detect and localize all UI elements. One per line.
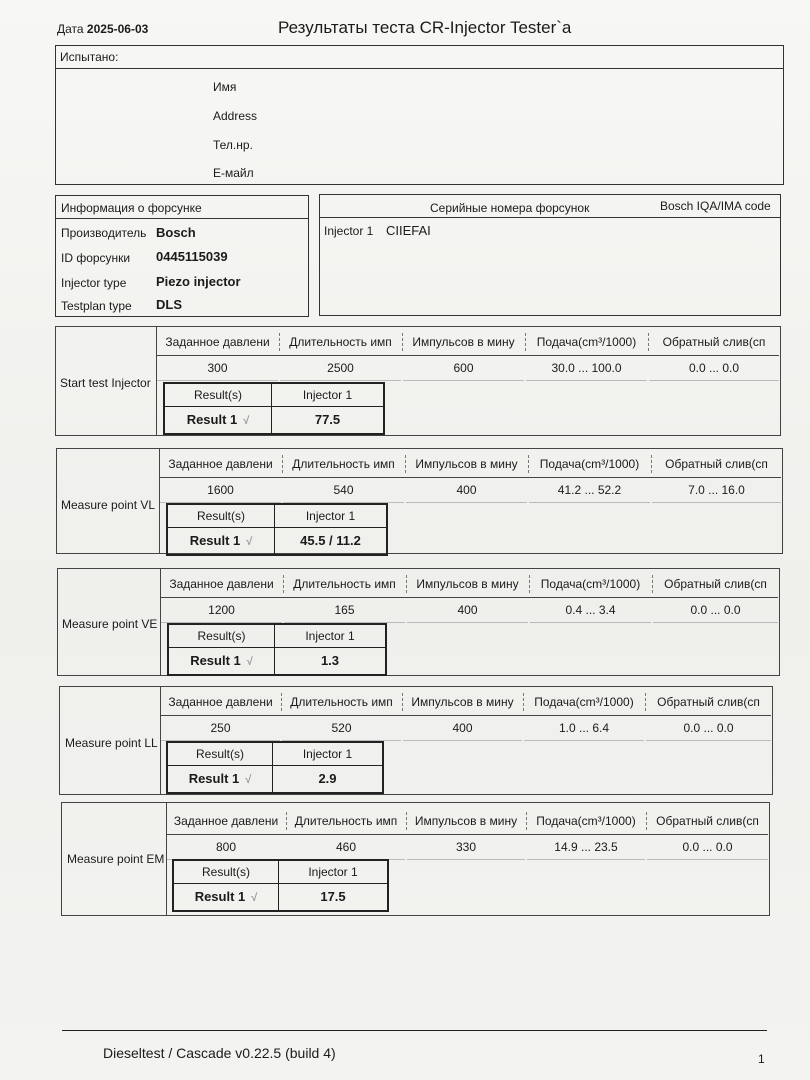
value-delivery: 41.2 ... 52.2 (529, 478, 650, 503)
col-pulse-duration: Длительность имп (292, 457, 395, 471)
value-pulses-per-min: 600 (403, 356, 524, 381)
injector-type-label: Injector type (61, 276, 127, 290)
page-number: 1 (758, 1052, 765, 1066)
col-pulse-duration: Длительность имп (294, 814, 398, 828)
column-headers (161, 689, 771, 716)
value-pressure: 250 (161, 716, 280, 741)
col-delivery: Подача(cm³/1000) (534, 695, 634, 709)
report-date: Дата 2025-06-03 (57, 22, 149, 36)
tested-heading: Испытано: (60, 50, 119, 64)
date-value: 2025-06-03 (86, 22, 149, 36)
column-headers (160, 451, 781, 478)
value-pressure: 300 (157, 356, 278, 381)
check-icon: √ (246, 656, 253, 668)
col-pulses-per-min: Импульсов в мину (416, 577, 519, 591)
col-pulse-duration: Длительность имп (290, 695, 393, 709)
section-name: Start test Injector (60, 376, 151, 390)
result-row-label: Result 1 √ (173, 883, 279, 911)
column-headers (157, 329, 779, 356)
col-delivery: Подача(cm³/1000) (539, 457, 640, 471)
section-name: Measure point VE (62, 617, 158, 631)
col-pulses-per-min: Импульсов в мину (411, 695, 514, 709)
injector-header: Injector 1 (278, 860, 388, 884)
value-pulse-duration: 165 (284, 598, 405, 623)
value-pulses-per-min: 400 (407, 598, 528, 623)
results-header: Result(s) (168, 624, 275, 648)
serial-injector-label: Injector 1 (324, 224, 374, 238)
value-row (161, 716, 771, 744)
col-return: Обратный слив(сп (657, 695, 760, 709)
col-return: Обратный слив(сп (656, 814, 759, 828)
check-icon: √ (251, 892, 258, 904)
col-pressure: Заданное давлени (168, 457, 273, 471)
serial-injector-code: CIIEFAI (386, 223, 431, 238)
col-delivery: Подача(cm³/1000) (536, 335, 637, 349)
check-icon: √ (243, 415, 250, 427)
value-delivery: 0.4 ... 3.4 (530, 598, 651, 623)
result-value: 45.5 / 11.2 (274, 527, 387, 555)
value-return: 0.0 ... 0.0 (649, 356, 779, 381)
value-delivery: 1.0 ... 6.4 (524, 716, 644, 741)
value-pulse-duration: 540 (283, 478, 404, 503)
phone-label: Тел.нр. (213, 138, 253, 152)
col-pulses-per-min: Импульсов в мину (414, 814, 518, 828)
footer-divider (62, 1030, 767, 1031)
value-pulse-duration: 520 (282, 716, 401, 741)
injector-info-heading: Информация о форсунке (61, 201, 202, 215)
col-pressure: Заданное давлени (168, 695, 273, 709)
col-pressure: Заданное давлени (165, 335, 270, 349)
value-return: 0.0 ... 0.0 (646, 716, 771, 741)
col-return: Обратный слив(сп (664, 577, 767, 591)
manufacturer-value: Bosch (156, 225, 196, 240)
test-section (55, 326, 781, 436)
result-table (163, 382, 385, 435)
section-name: Measure point EM (67, 852, 165, 866)
result-row-label: Result 1 √ (167, 527, 275, 555)
col-delivery: Подача(cm³/1000) (540, 577, 641, 591)
tested-block (55, 45, 784, 185)
value-pulses-per-min: 400 (403, 716, 522, 741)
col-pressure: Заданное давлени (169, 577, 274, 591)
results-header: Result(s) (167, 742, 273, 766)
value-row (160, 478, 781, 506)
section-name: Measure point VL (61, 498, 156, 512)
result-table (166, 741, 384, 794)
col-pulse-duration: Длительность имп (289, 335, 392, 349)
col-return: Обратный слив(сп (662, 335, 766, 349)
injector-id-value: 0445115039 (156, 249, 228, 264)
test-section (57, 568, 780, 676)
results-header: Result(s) (164, 383, 272, 407)
testplan-type-value: DLS (156, 297, 182, 312)
col-return: Обратный слив(сп (665, 457, 768, 471)
col-pulses-per-min: Импульсов в мину (415, 457, 518, 471)
serial-numbers-block (319, 194, 781, 316)
value-pressure: 1600 (160, 478, 281, 503)
test-section (59, 686, 773, 795)
result-table (167, 623, 387, 676)
injector-type-value: Piezo injector (156, 274, 241, 289)
value-pulses-per-min: 400 (406, 478, 527, 503)
value-delivery: 14.9 ... 23.5 (527, 835, 645, 860)
injector-header: Injector 1 (274, 624, 386, 648)
col-pulses-per-min: Импульсов в мину (412, 335, 515, 349)
report-title: Результаты теста CR-Injector Tester`a (278, 18, 572, 37)
result-table (172, 859, 389, 912)
result-value: 17.5 (278, 883, 388, 911)
name-label: Имя (213, 80, 237, 94)
injector-header: Injector 1 (274, 504, 387, 528)
injector-header: Injector 1 (272, 742, 383, 766)
result-value: 77.5 (271, 406, 384, 434)
result-value: 1.3 (274, 647, 386, 675)
col-pulse-duration: Длительность имп (293, 577, 396, 591)
address-label: Address (213, 109, 258, 123)
value-row (161, 598, 778, 626)
result-row-label: Result 1 √ (168, 647, 275, 675)
value-return: 0.0 ... 0.0 (647, 835, 768, 860)
manufacturer-label: Производитель (61, 226, 147, 240)
col-delivery: Подача(cm³/1000) (536, 814, 636, 828)
serials-heading: Серийные номера форсунок (430, 201, 590, 215)
result-row-label: Result 1 √ (164, 406, 272, 434)
column-headers (161, 571, 778, 598)
email-label: Е-майл (213, 166, 254, 180)
column-headers (167, 808, 768, 835)
test-section (56, 448, 783, 554)
injector-id-label: ID форсунки (61, 251, 131, 265)
iqa-code-heading: Bosch IQA/IMA code (660, 199, 771, 213)
injector-header: Injector 1 (271, 383, 384, 407)
value-row (157, 356, 779, 384)
value-pulse-duration: 2500 (280, 356, 401, 381)
results-header: Result(s) (173, 860, 279, 884)
value-pressure: 1200 (161, 598, 282, 623)
value-return: 0.0 ... 0.0 (653, 598, 778, 623)
result-table (166, 503, 388, 556)
value-pulse-duration: 460 (287, 835, 405, 860)
software-version: Dieseltest / Cascade v0.22.5 (build 4) (103, 1045, 336, 1061)
result-row-label: Result 1 √ (167, 765, 273, 793)
result-value: 2.9 (272, 765, 383, 793)
value-pulses-per-min: 330 (407, 835, 525, 860)
check-icon: √ (245, 774, 252, 786)
injector-info-block (55, 195, 309, 317)
test-section (61, 802, 770, 916)
value-return: 7.0 ... 16.0 (652, 478, 781, 503)
testplan-type-label: Testplan type (61, 299, 132, 313)
col-pressure: Заданное давлени (173, 814, 279, 828)
check-icon: √ (246, 536, 253, 548)
value-pressure: 800 (167, 835, 285, 860)
section-name: Measure point LL (65, 736, 158, 750)
results-header: Result(s) (167, 504, 275, 528)
value-delivery: 30.0 ... 100.0 (526, 356, 647, 381)
